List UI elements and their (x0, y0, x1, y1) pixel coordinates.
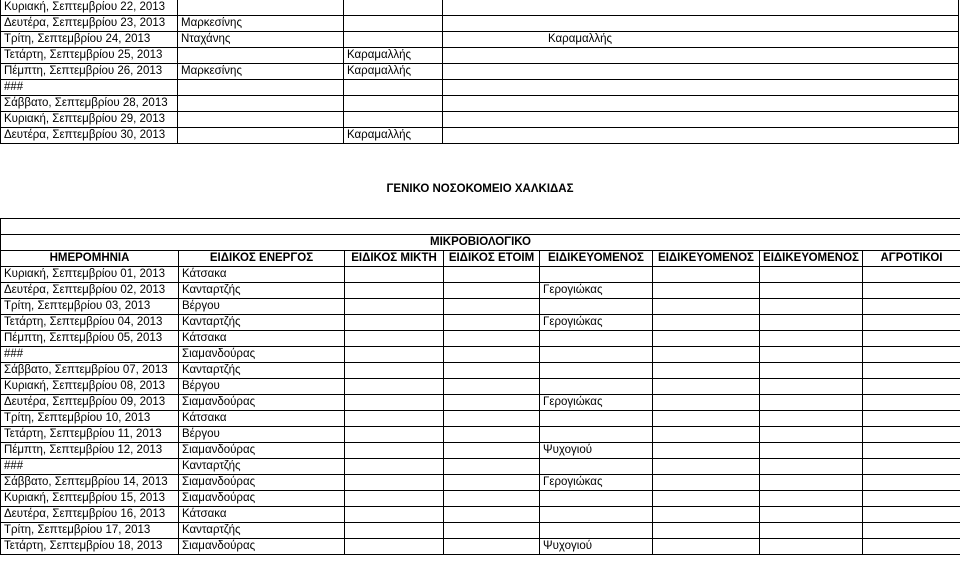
roster-row (1, 411, 960, 427)
roster-row (1, 427, 960, 443)
doctor-cell[interactable] (443, 0, 959, 16)
date-cell[interactable]: Τετάρτη, Σεπτεμβρίου 18, 2013 (1, 539, 179, 555)
empty-cell[interactable] (345, 459, 444, 475)
date-cell[interactable]: Σάββατο, Σεπτεμβρίου 07, 2013 (1, 363, 179, 379)
specialist-active-cell[interactable]: Βέργου (179, 379, 345, 395)
empty-cell[interactable] (444, 347, 540, 363)
empty-cell[interactable] (345, 411, 444, 427)
doctor-cell[interactable] (443, 64, 959, 80)
date-cell[interactable]: Τρίτη, Σεπτεμβρίου 17, 2013 (1, 523, 179, 539)
resident-cell[interactable] (540, 411, 653, 427)
empty-cell[interactable] (863, 379, 960, 395)
blank-header-row (1, 219, 960, 235)
empty-cell[interactable] (653, 443, 760, 459)
column-header: ΕΙΔΙΚΟΣ ΕΤΟΙΜ (444, 251, 540, 267)
empty-cell[interactable] (444, 475, 540, 491)
empty-cell[interactable] (760, 539, 863, 555)
empty-cell[interactable] (863, 395, 960, 411)
date-cell[interactable]: Δευτέρα, Σεπτεμβρίου 09, 2013 (1, 395, 179, 411)
empty-cell[interactable] (760, 475, 863, 491)
empty-cell[interactable] (444, 507, 540, 523)
resident-cell[interactable]: Γερογιώκας (540, 395, 653, 411)
empty-cell[interactable] (653, 427, 760, 443)
empty-cell[interactable] (444, 395, 540, 411)
column-header: ΗΜΕΡΟΜΗΝΙΑ (1, 251, 179, 267)
column-header: ΕΙΔΙΚΟΣ ΜΙΚΤΗ (345, 251, 444, 267)
empty-cell[interactable] (444, 411, 540, 427)
empty-cell[interactable] (863, 475, 960, 491)
roster-row (1, 363, 960, 379)
top-table-row (1, 32, 959, 48)
empty-cell[interactable] (444, 363, 540, 379)
empty-cell[interactable] (863, 267, 960, 283)
doctor-cell[interactable]: Καραμαλλής (344, 48, 443, 64)
doctor-cell[interactable] (443, 96, 959, 112)
empty-cell[interactable] (345, 363, 444, 379)
date-cell[interactable]: Δευτέρα, Σεπτεμβρίου 23, 2013 (1, 16, 178, 32)
date-cell[interactable]: ### (1, 80, 178, 96)
empty-cell[interactable] (345, 443, 444, 459)
empty-cell[interactable] (760, 507, 863, 523)
roster-row (1, 347, 960, 363)
empty-cell[interactable] (345, 283, 444, 299)
doctor-cell[interactable] (443, 48, 959, 64)
specialist-active-cell[interactable]: Κάτσακα (179, 411, 345, 427)
top-table-row (1, 64, 959, 80)
empty-cell[interactable] (444, 315, 540, 331)
empty-cell[interactable] (863, 347, 960, 363)
empty-cell[interactable] (345, 491, 444, 507)
specialist-active-cell[interactable]: Βέργου (179, 427, 345, 443)
doctor-cell[interactable]: Καραμαλλής (344, 64, 443, 80)
top-table-row (1, 0, 959, 16)
roster-row (1, 395, 960, 411)
empty-cell[interactable] (863, 363, 960, 379)
roster-row (1, 331, 960, 347)
roster-row (1, 523, 960, 539)
empty-cell[interactable] (444, 379, 540, 395)
empty-cell[interactable] (444, 331, 540, 347)
empty-cell[interactable] (760, 267, 863, 283)
doctor-cell[interactable] (178, 128, 344, 144)
empty-cell[interactable] (863, 491, 960, 507)
empty-cell[interactable] (863, 507, 960, 523)
date-cell[interactable]: Σάββατο, Σεπτεμβρίου 14, 2013 (1, 475, 179, 491)
empty-cell[interactable] (444, 523, 540, 539)
empty-cell[interactable] (863, 539, 960, 555)
resident-cell[interactable] (540, 491, 653, 507)
empty-cell[interactable] (345, 539, 444, 555)
roster-row (1, 379, 960, 395)
doctor-cell[interactable] (344, 96, 443, 112)
empty-cell[interactable] (345, 427, 444, 443)
resident-cell[interactable]: Γερογιώκας (540, 475, 653, 491)
empty-cell[interactable] (653, 411, 760, 427)
resident-cell[interactable] (540, 507, 653, 523)
empty-cell[interactable] (653, 523, 760, 539)
section-title-row (1, 235, 960, 251)
date-cell[interactable]: Τετάρτη, Σεπτεμβρίου 04, 2013 (1, 315, 179, 331)
empty-cell[interactable] (653, 475, 760, 491)
top-table-row (1, 16, 959, 32)
doctor-cell[interactable]: Μαρκεσίνης (178, 16, 344, 32)
doctor-cell[interactable]: Καραμαλλής (344, 128, 443, 144)
empty-cell[interactable] (863, 523, 960, 539)
date-cell[interactable]: Κυριακή, Σεπτεμβρίου 22, 2013 (1, 0, 178, 16)
empty-cell[interactable] (863, 443, 960, 459)
top-table-row (1, 48, 959, 64)
resident-cell[interactable] (540, 299, 653, 315)
resident-cell[interactable] (540, 347, 653, 363)
doctor-cell[interactable] (344, 16, 443, 32)
empty-cell[interactable] (345, 267, 444, 283)
empty-cell[interactable] (760, 491, 863, 507)
resident-cell[interactable]: Γερογιώκας (540, 283, 653, 299)
empty-cell[interactable] (760, 427, 863, 443)
top-table-row (1, 80, 959, 96)
empty-cell[interactable] (653, 283, 760, 299)
empty-cell[interactable] (345, 331, 444, 347)
date-cell[interactable]: Τετάρτη, Σεπτεμβρίου 25, 2013 (1, 48, 178, 64)
doctor-cell[interactable] (443, 16, 959, 32)
date-cell[interactable]: Κυριακή, Σεπτεμβρίου 01, 2013 (1, 267, 179, 283)
doctor-cell[interactable] (178, 48, 344, 64)
doctor-cell[interactable] (443, 112, 959, 128)
resident-cell[interactable] (540, 427, 653, 443)
empty-cell[interactable] (444, 299, 540, 315)
roster-row (1, 315, 960, 331)
date-cell[interactable]: Πέμπτη, Σεπτεμβρίου 12, 2013 (1, 443, 179, 459)
specialist-active-cell[interactable]: Σιαμανδούρας (179, 443, 345, 459)
empty-cell[interactable] (863, 459, 960, 475)
date-cell[interactable]: Τρίτη, Σεπτεμβρίου 10, 2013 (1, 411, 179, 427)
empty-cell[interactable] (760, 395, 863, 411)
empty-cell[interactable] (444, 427, 540, 443)
resident-cell[interactable] (540, 267, 653, 283)
specialist-active-cell[interactable]: Κανταρτζής (179, 315, 345, 331)
empty-cell[interactable] (760, 347, 863, 363)
resident-cell[interactable] (540, 331, 653, 347)
resident-cell[interactable]: Γερογιώκας (540, 315, 653, 331)
roster-row (1, 299, 960, 315)
empty-cell[interactable] (863, 299, 960, 315)
empty-cell[interactable] (444, 283, 540, 299)
date-cell[interactable]: Κυριακή, Σεπτεμβρίου 29, 2013 (1, 112, 178, 128)
empty-cell[interactable] (653, 507, 760, 523)
date-cell[interactable]: Δευτέρα, Σεπτεμβρίου 16, 2013 (1, 507, 179, 523)
empty-cell[interactable] (653, 459, 760, 475)
empty-cell[interactable] (863, 427, 960, 443)
empty-cell[interactable] (444, 267, 540, 283)
empty-cell[interactable] (653, 363, 760, 379)
date-cell[interactable]: Κυριακή, Σεπτεμβρίου 08, 2013 (1, 379, 179, 395)
date-cell[interactable]: Τρίτη, Σεπτεμβρίου 24, 2013 (1, 32, 178, 48)
doctor-cell[interactable] (178, 96, 344, 112)
doctor-cell[interactable] (178, 80, 344, 96)
roster-row (1, 267, 960, 283)
top-table-row (1, 112, 959, 128)
empty-cell[interactable] (760, 523, 863, 539)
specialist-active-cell[interactable]: Κανταρτζής (179, 459, 345, 475)
roster-row (1, 539, 960, 555)
empty-cell[interactable] (760, 299, 863, 315)
date-cell[interactable]: Πέμπτη, Σεπτεμβρίου 05, 2013 (1, 331, 179, 347)
empty-cell[interactable] (863, 331, 960, 347)
roster-row (1, 507, 960, 523)
empty-cell[interactable] (653, 539, 760, 555)
empty-cell[interactable] (653, 379, 760, 395)
empty-cell[interactable] (444, 459, 540, 475)
empty-cell[interactable] (863, 283, 960, 299)
column-header: ΕΙΔΙΚΟΣ ΕΝΕΡΓΟΣ (179, 251, 345, 267)
empty-cell[interactable] (863, 411, 960, 427)
resident-cell[interactable] (540, 459, 653, 475)
date-cell[interactable]: Πέμπτη, Σεπτεμβρίου 26, 2013 (1, 64, 178, 80)
date-cell[interactable]: Τρίτη, Σεπτεμβρίου 03, 2013 (1, 299, 179, 315)
date-cell[interactable]: ### (1, 347, 179, 363)
empty-cell[interactable] (863, 315, 960, 331)
empty-cell[interactable] (444, 539, 540, 555)
empty-cell[interactable] (653, 331, 760, 347)
column-header: ΕΙΔΙΚΕΥΟΜΕΝΟΣ (540, 251, 653, 267)
specialist-active-cell[interactable]: Σιαμανδούρας (179, 395, 345, 411)
date-cell[interactable]: Δευτέρα, Σεπτεμβρίου 30, 2013 (1, 128, 178, 144)
empty-cell[interactable] (760, 363, 863, 379)
doctor-cell[interactable]: Νταχάνης (178, 32, 344, 48)
specialist-active-cell[interactable]: Σιαμανδούρας (179, 539, 345, 555)
empty-cell[interactable] (760, 443, 863, 459)
doctor-cell[interactable] (178, 112, 344, 128)
empty-cell[interactable] (653, 267, 760, 283)
specialist-active-cell[interactable]: Κάτσακα (179, 331, 345, 347)
empty-cell[interactable] (653, 315, 760, 331)
date-cell[interactable]: Δευτέρα, Σεπτεμβρίου 02, 2013 (1, 283, 179, 299)
column-header: ΕΙΔΙΚΕΥΟΜΕΝΟΣ (760, 251, 863, 267)
roster-row (1, 443, 960, 459)
empty-cell[interactable] (345, 523, 444, 539)
empty-cell[interactable] (760, 283, 863, 299)
empty-cell[interactable] (760, 331, 863, 347)
section-title: ΜΙΚΡΟΒΙΟΛΟΓΙΚΟ (1, 235, 960, 251)
date-cell[interactable]: Κυριακή, Σεπτεμβρίου 15, 2013 (1, 491, 179, 507)
empty-cell[interactable] (760, 379, 863, 395)
empty-cell[interactable] (653, 347, 760, 363)
specialist-active-cell[interactable]: Κανταρτζής (179, 283, 345, 299)
specialist-active-cell[interactable]: Κανταρτζής (179, 363, 345, 379)
doctor-cell[interactable]: Καραμαλλής (443, 32, 959, 48)
top-table-row (1, 96, 959, 112)
microbiology-roster-table (0, 218, 960, 555)
roster-row (1, 475, 960, 491)
specialist-active-cell[interactable]: Βέργου (179, 299, 345, 315)
doctor-cell[interactable] (443, 128, 959, 144)
specialist-active-cell[interactable]: Σιαμανδούρας (179, 347, 345, 363)
empty-cell[interactable] (653, 491, 760, 507)
empty-cell[interactable] (653, 395, 760, 411)
doctor-cell[interactable] (344, 112, 443, 128)
empty-cell[interactable] (345, 507, 444, 523)
roster-row (1, 283, 960, 299)
doctor-cell[interactable] (344, 0, 443, 16)
column-header: ΑΓΡΟΤΙΚΟΙ (863, 251, 960, 267)
specialist-active-cell[interactable]: Κάτσακα (179, 267, 345, 283)
empty-cell[interactable] (760, 459, 863, 475)
empty-cell[interactable] (345, 379, 444, 395)
empty-cell[interactable] (653, 299, 760, 315)
doctor-cell[interactable] (443, 80, 959, 96)
doctor-cell[interactable] (178, 0, 344, 16)
empty-cell[interactable] (345, 315, 444, 331)
doctor-cell[interactable] (344, 32, 443, 48)
specialist-active-cell[interactable]: Κανταρτζής (179, 523, 345, 539)
top-table-row (1, 128, 959, 144)
roster-row (1, 459, 960, 475)
empty-cell[interactable] (760, 315, 863, 331)
empty-cell[interactable] (345, 395, 444, 411)
hospital-title: ΓΕΝΙΚΟ ΝΟΣΟΚΟΜΕΙΟ ΧΑΛΚΙΔΑΣ (386, 183, 574, 195)
empty-cell[interactable] (760, 411, 863, 427)
specialist-active-cell[interactable]: Σιαμανδούρας (179, 475, 345, 491)
empty-cell[interactable] (444, 491, 540, 507)
date-cell[interactable]: Τετάρτη, Σεπτεμβρίου 11, 2013 (1, 427, 179, 443)
column-header-row (1, 251, 960, 267)
empty-cell[interactable] (345, 347, 444, 363)
date-cell[interactable]: Σάββατο, Σεπτεμβρίου 28, 2013 (1, 96, 178, 112)
resident-cell[interactable] (540, 379, 653, 395)
resident-cell[interactable] (540, 523, 653, 539)
doctor-cell[interactable] (344, 80, 443, 96)
column-header: ΕΙΔΙΚΕΥΟΜΕΝΟΣ (653, 251, 760, 267)
resident-cell[interactable] (540, 363, 653, 379)
roster-row (1, 491, 960, 507)
previous-roster-table (0, 0, 959, 144)
empty-cell[interactable] (345, 299, 444, 315)
doctor-cell[interactable]: Μαρκεσίνης (178, 64, 344, 80)
empty-cell[interactable] (444, 443, 540, 459)
specialist-active-cell[interactable]: Κάτσακα (179, 507, 345, 523)
date-cell[interactable]: ### (1, 459, 179, 475)
specialist-active-cell[interactable]: Σιαμανδούρας (179, 491, 345, 507)
empty-cell[interactable] (345, 475, 444, 491)
resident-cell[interactable]: Ψυχογιού (540, 443, 653, 459)
resident-cell[interactable]: Ψυχογιού (540, 539, 653, 555)
